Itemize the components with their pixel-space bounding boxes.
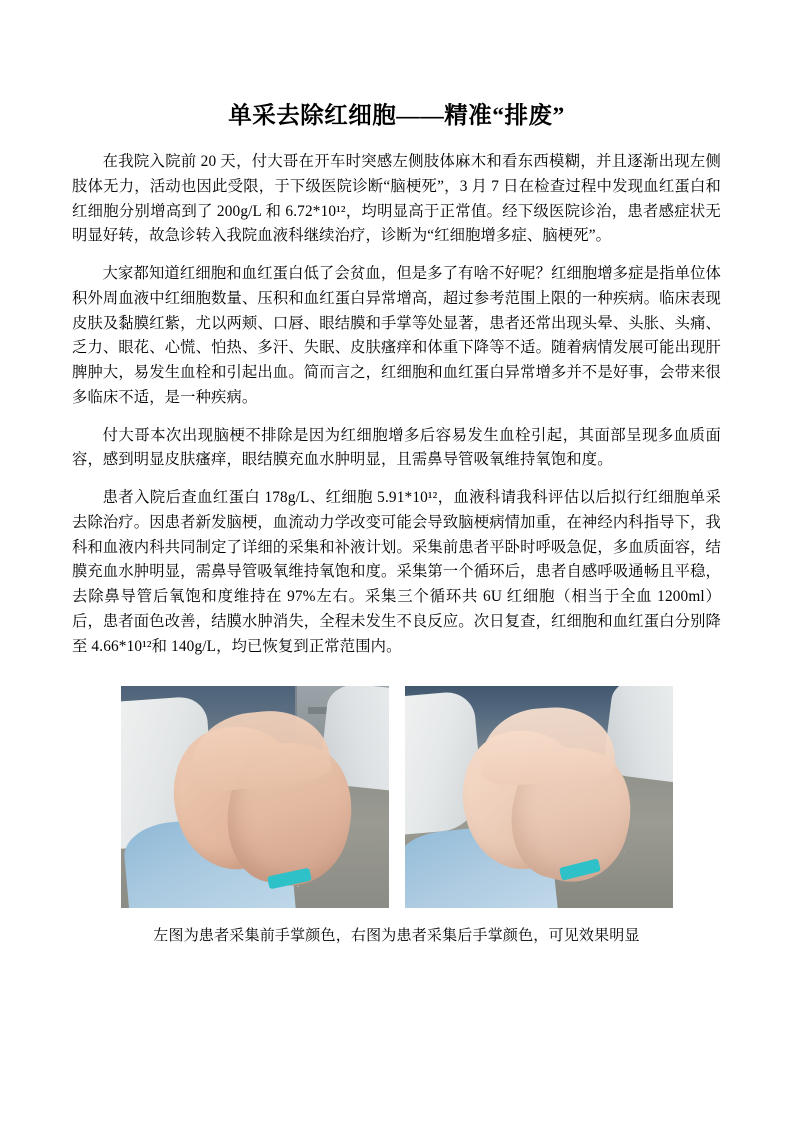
paragraph-1: 在我院入院前 20 天，付大哥在开车时突感左侧肢体麻木和看东西模糊，并且逐渐出现左侧肢体无力，活动也因此受限，于下级医院诊断“脑梗死”，3 月 7 日在检查过程中发现血红蛋白和红细胞分别增高到了 200g/L 和 6.72*10¹²，均明显高于正常值。经下级医院诊治，患者感症状无明显好转，故急诊转入我院血液科继续治疗，诊断为“红细胞增多症、脑梗死”。: [72, 153, 721, 245]
paragraph-3: 付大哥本次出现脑梗不排除是因为红细胞增多后容易发生血栓引起，其面部呈现多血质面容，感到明显皮肤瘙痒，眼结膜充血水肿明显，且需鼻导管吸氧维持氧饱和度。: [72, 426, 721, 469]
figure-caption: 左图为患者采集前手掌颜色，右图为患者采集后手掌颜色，可见效果明显: [153, 927, 640, 944]
paragraph-4: 患者入院后查血红蛋白 178g/L、红细胞 5.91*10¹²，血液科请我科评估以后拟行红细胞单采去除治疗。因患者新发脑梗，血流动力学改变可能会导致脑梗病情加重，在神经内科指导下，我科和血液内科共同制定了详细的采集和补液计划。采集前患者平卧时呼吸急促，多血质面容，结膜充血水肿明显，需鼻导管吸氧维持氧饱和度。采集第一个循环后，患者自感呼吸通畅且平稳，去除鼻导管后氧饱和度维持在 97%左右。采集三个循环共 6U 红细胞（相当于全血 1200ml）后，患者面色改善，结膜水肿消失，全程未发生不良反应。次日复查，红细胞和血红蛋白分别降至 4.66*10¹²和 140g/L，均已恢复到正常范围内。: [72, 489, 721, 655]
photo-before: [121, 686, 389, 908]
photo-after: [405, 686, 673, 908]
paragraph-2: 大家都知道红细胞和血红蛋白低了会贫血，但是多了有啥不好呢？红细胞增多症是指单位体积外周血液中红细胞数量、压积和血红蛋白异常增高，超过参考范围上限的一种疾病。临床表现皮肤及黏膜红紫，尤以两颊、口唇、眼结膜和手掌等处显著，患者还常出现头晕、头胀、头痛、乏力、眼花、心慌、怕热、多汗、失眠、皮肤瘙痒和体重下降等不适。随着病情发展可能出现肝脾肿大，易发生血栓和引起出血。简而言之，红细胞和血红蛋白异常增多并不是好事，会带来很多临床不适，是一种疾病。: [72, 265, 721, 406]
figure-row: [72, 686, 721, 908]
page-title: 单采去除红细胞——精准“排废”: [228, 103, 565, 129]
